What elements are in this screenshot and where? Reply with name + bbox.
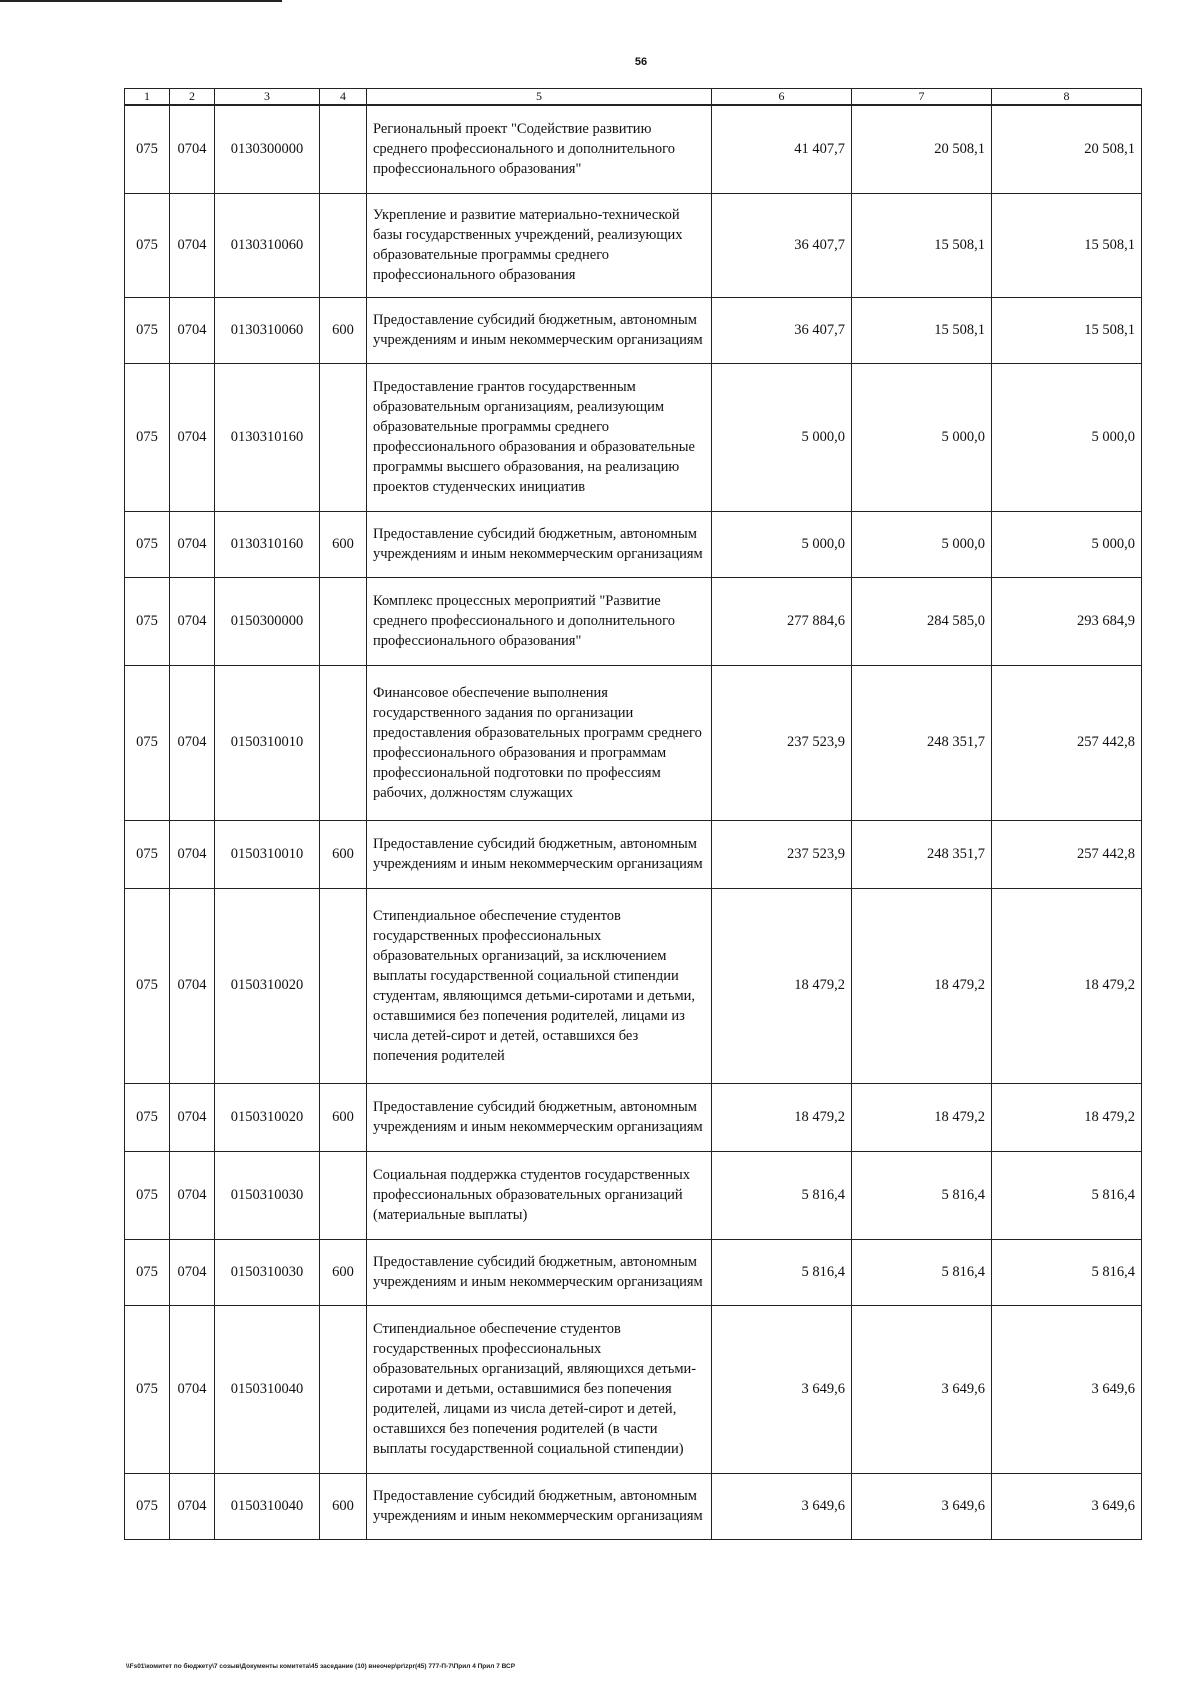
cell-ministry: 075 [125, 888, 170, 1083]
cell-ministry: 075 [125, 105, 170, 193]
cell-section: 0704 [170, 1473, 215, 1539]
cell-amount-2: 248 351,7 [852, 820, 992, 888]
cell-section: 0704 [170, 1239, 215, 1305]
page-number: 56 [634, 56, 648, 68]
cell-description: Предоставление субсидий бюджетным, автономным учреждениям и иным некоммерческим организациям [367, 511, 712, 577]
cell-section: 0704 [170, 511, 215, 577]
cell-ministry: 075 [125, 363, 170, 511]
cell-description: Социальная поддержка студентов государственных профессиональных образовательных организаций (материальные выплаты) [367, 1151, 712, 1239]
cell-amount-3: 15 508,1 [992, 297, 1142, 363]
cell-description: Укрепление и развитие материально-технической базы государственных учреждений, реализующих образовательные программы среднего профессионального образования [367, 193, 712, 297]
cell-amount-3: 5 816,4 [992, 1239, 1142, 1305]
table-row [125, 193, 1142, 297]
cell-expense-type: 600 [320, 1083, 367, 1151]
table-row [125, 1083, 1142, 1151]
cell-target: 0130310160 [215, 363, 320, 511]
cell-section: 0704 [170, 193, 215, 297]
table-row [125, 511, 1142, 577]
header-col-1: 1 [125, 89, 170, 106]
cell-amount-3: 5 000,0 [992, 511, 1142, 577]
cell-amount-1: 41 407,7 [712, 105, 852, 193]
cell-expense-type [320, 665, 367, 820]
cell-section: 0704 [170, 577, 215, 665]
cell-section: 0704 [170, 363, 215, 511]
cell-target: 0150310010 [215, 665, 320, 820]
cell-description: Предоставление субсидий бюджетным, автономным учреждениям и иным некоммерческим организациям [367, 1083, 712, 1151]
table-row [125, 363, 1142, 511]
cell-amount-1: 5 816,4 [712, 1151, 852, 1239]
table-row [125, 1305, 1142, 1473]
cell-amount-2: 3 649,6 [852, 1473, 992, 1539]
header-col-3: 3 [215, 89, 320, 106]
cell-amount-3: 3 649,6 [992, 1473, 1142, 1539]
cell-amount-3: 18 479,2 [992, 1083, 1142, 1151]
cell-expense-type [320, 1305, 367, 1473]
cell-expense-type: 600 [320, 511, 367, 577]
cell-section: 0704 [170, 1305, 215, 1473]
cell-target: 0150310040 [215, 1473, 320, 1539]
table-header [125, 89, 1142, 106]
cell-target: 0150300000 [215, 577, 320, 665]
cell-ministry: 075 [125, 1473, 170, 1539]
cell-section: 0704 [170, 297, 215, 363]
cell-amount-3: 257 442,8 [992, 820, 1142, 888]
cell-amount-1: 3 649,6 [712, 1473, 852, 1539]
cell-description: Предоставление субсидий бюджетным, автономным учреждениям и иным некоммерческим организациям [367, 1239, 712, 1305]
cell-amount-1: 237 523,9 [712, 820, 852, 888]
cell-amount-3: 3 649,6 [992, 1305, 1142, 1473]
footer-file-path: \\Fs01\комитет по бюджету\7 созыв\Документы комитета\45 заседание (10) внеочер\pr\zpr(45) 777-П-7\Прил 4 Прил 7 ВСР [126, 1663, 516, 1670]
cell-description: Предоставление субсидий бюджетным, автономным учреждениям и иным некоммерческим организациям [367, 297, 712, 363]
cell-target: 0130310060 [215, 193, 320, 297]
cell-amount-2: 284 585,0 [852, 577, 992, 665]
cell-description: Региональный проект "Содействие развитию среднего профессионального и дополнительного профессионального образования" [367, 105, 712, 193]
cell-section: 0704 [170, 820, 215, 888]
cell-ministry: 075 [125, 820, 170, 888]
cell-expense-type [320, 577, 367, 665]
cell-section: 0704 [170, 888, 215, 1083]
cell-amount-2: 20 508,1 [852, 105, 992, 193]
table-body [125, 105, 1142, 1539]
cell-target: 0130310160 [215, 511, 320, 577]
cell-amount-2: 5 000,0 [852, 511, 992, 577]
cell-ministry: 075 [125, 1151, 170, 1239]
cell-amount-1: 18 479,2 [712, 1083, 852, 1151]
cell-expense-type: 600 [320, 820, 367, 888]
cell-section: 0704 [170, 1083, 215, 1151]
cell-target: 0150310030 [215, 1239, 320, 1305]
cell-ministry: 075 [125, 193, 170, 297]
table-row [125, 297, 1142, 363]
cell-amount-1: 237 523,9 [712, 665, 852, 820]
cell-amount-1: 277 884,6 [712, 577, 852, 665]
cell-expense-type: 600 [320, 297, 367, 363]
cell-amount-1: 36 407,7 [712, 193, 852, 297]
table-row [125, 1473, 1142, 1539]
table-row [125, 820, 1142, 888]
cell-amount-1: 5 000,0 [712, 363, 852, 511]
cell-amount-1: 5 000,0 [712, 511, 852, 577]
cell-description: Предоставление субсидий бюджетным, автономным учреждениям и иным некоммерческим организациям [367, 820, 712, 888]
cell-amount-2: 18 479,2 [852, 1083, 992, 1151]
cell-ministry: 075 [125, 1239, 170, 1305]
cell-section: 0704 [170, 1151, 215, 1239]
cell-expense-type [320, 105, 367, 193]
cell-ministry: 075 [125, 1083, 170, 1151]
cell-amount-3: 15 508,1 [992, 193, 1142, 297]
cell-target: 0150310020 [215, 1083, 320, 1151]
header-col-8: 8 [992, 89, 1142, 106]
cell-expense-type [320, 1151, 367, 1239]
budget-table [124, 88, 1142, 1540]
cell-amount-3: 5 816,4 [992, 1151, 1142, 1239]
cell-target: 0150310020 [215, 888, 320, 1083]
table-row [125, 665, 1142, 820]
header-col-2: 2 [170, 89, 215, 106]
cell-ministry: 075 [125, 577, 170, 665]
cell-target: 0150310030 [215, 1151, 320, 1239]
cell-description: Предоставление субсидий бюджетным, автономным учреждениям и иным некоммерческим организациям [367, 1473, 712, 1539]
header-col-6: 6 [712, 89, 852, 106]
table-row [125, 1239, 1142, 1305]
cell-expense-type [320, 363, 367, 511]
cell-ministry: 075 [125, 511, 170, 577]
cell-section: 0704 [170, 105, 215, 193]
table-row [125, 105, 1142, 193]
header-row [125, 89, 1142, 106]
cell-amount-1: 5 816,4 [712, 1239, 852, 1305]
cell-section: 0704 [170, 665, 215, 820]
table-row [125, 888, 1142, 1083]
cell-ministry: 075 [125, 1305, 170, 1473]
cell-ministry: 075 [125, 297, 170, 363]
cell-target: 0130310060 [215, 297, 320, 363]
cell-description: Предоставление грантов государственным образовательным организациям, реализующим образовательные программы среднего профессионального образования и образовательные программы высшего образования, на реализацию проектов студенческих инициатив [367, 363, 712, 511]
cell-amount-2: 248 351,7 [852, 665, 992, 820]
cell-amount-2: 18 479,2 [852, 888, 992, 1083]
cell-amount-2: 15 508,1 [852, 297, 992, 363]
cell-target: 0150310010 [215, 820, 320, 888]
cell-amount-1: 18 479,2 [712, 888, 852, 1083]
table-row [125, 577, 1142, 665]
cell-amount-3: 257 442,8 [992, 665, 1142, 820]
cell-description: Стипендиальное обеспечение студентов государственных профессиональных образовательных организаций, за исключением выплаты государственной социальной стипендии студентам, являющимся детьми-сиротами и детьми, оставшимися без попечения родителей, лицами из числа детей-сирот и детей, оставшихся без попечения родителей [367, 888, 712, 1083]
cell-amount-2: 15 508,1 [852, 193, 992, 297]
header-col-7: 7 [852, 89, 992, 106]
cell-expense-type [320, 888, 367, 1083]
cell-ministry: 075 [125, 665, 170, 820]
cell-amount-3: 18 479,2 [992, 888, 1142, 1083]
cell-amount-3: 293 684,9 [992, 577, 1142, 665]
cell-amount-2: 3 649,6 [852, 1305, 992, 1473]
header-col-5: 5 [367, 89, 712, 106]
cell-amount-2: 5 816,4 [852, 1151, 992, 1239]
cell-description: Финансовое обеспечение выполнения государственного задания по организации предоставления образовательных программ среднего профессионального образования и программам профессиональной подготовки по профессиям рабочих, должностям служащих [367, 665, 712, 820]
cell-amount-3: 20 508,1 [992, 105, 1142, 193]
cell-expense-type [320, 193, 367, 297]
cell-amount-2: 5 000,0 [852, 363, 992, 511]
cell-description: Стипендиальное обеспечение студентов государственных профессиональных образовательных организаций, являющихся детьми-сиротами и детьми, оставшимися без попечения родителей, лицами из числа детей-сирот и детей, оставшихся без попечения родителей (в части выплаты государственной социальной стипендии) [367, 1305, 712, 1473]
top-rule [0, 0, 282, 2]
cell-expense-type: 600 [320, 1473, 367, 1539]
cell-target: 0130300000 [215, 105, 320, 193]
cell-target: 0150310040 [215, 1305, 320, 1473]
cell-amount-3: 5 000,0 [992, 363, 1142, 511]
cell-amount-2: 5 816,4 [852, 1239, 992, 1305]
cell-expense-type: 600 [320, 1239, 367, 1305]
header-col-4: 4 [320, 89, 367, 106]
table-row [125, 1151, 1142, 1239]
cell-amount-1: 3 649,6 [712, 1305, 852, 1473]
cell-description: Комплекс процессных мероприятий "Развитие среднего профессионального и дополнительного профессионального образования" [367, 577, 712, 665]
cell-amount-1: 36 407,7 [712, 297, 852, 363]
